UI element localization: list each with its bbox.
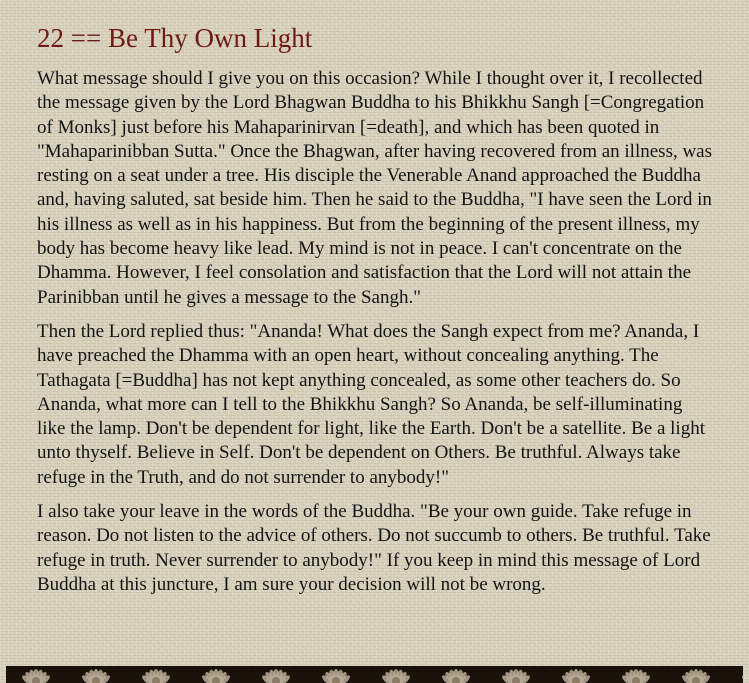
lotus-ornament-icon (560, 669, 591, 683)
lotus-ornament-icon (740, 669, 743, 683)
lotus-ornament-icon (380, 669, 411, 683)
lotus-ornament-icon (200, 669, 231, 683)
lotus-ornament-icon (20, 669, 51, 683)
lotus-ornament-icon (80, 669, 111, 683)
lotus-ornament-icon (680, 669, 711, 683)
lotus-ornament-icon (140, 669, 171, 683)
lotus-ornament-icon-row (6, 666, 743, 683)
paragraph-1: What message should I give you on this occasion? While I thought over it, I recollected the message given by the Lord Bhagwan Buddha to his Bhikkhu Sangh [=Congregation of Monks] just before his Mahaparinirvan [=death], and which has been quoted in "Mahaparinibban Sutta." Once the Bhagwan, after having recovered from an illness, was resting on a seat under a tree. His disciple the Venerable Anand approached the Buddha and, having saluted, sat beside him. Then he said to the Buddha, "I have seen the Lord in his illness as well as in his happiness. But from the beginning of the present illness, my body has become heavy like lead. My mind is not in peace. I can't concentrate on the Dhamma. However, I feel consolation and satisfaction that the Lord will not attain the Parinibban until he gives a message to the Sangh." (37, 68, 713, 308)
page-title: 22 == Be Thy Own Light (37, 23, 313, 53)
lotus-ornament-icon (260, 669, 291, 683)
article-body (37, 67, 713, 607)
paragraph-3: I also take your leave in the words of the Buddha. "Be your own guide. Take refuge in reason. Do not listen to the advice of others. Do not succumb to others. Be truthful. Take refuge in truth. Never surrender to anybody!" If you keep in mind this message of Lord Buddha at this juncture, I am sure your decision will not be wrong. (37, 501, 711, 595)
lotus-ornament-icon (440, 669, 471, 683)
lotus-ornament-icon (320, 669, 351, 683)
paragraph-2: Then the Lord replied thus: "Ananda! What does the Sangh expect from me? Ananda, I have preached the Dhamma with an open heart, without concealing anything. The Tathagata [=Buddha] has not kept anything concealed, as some other teachers do. So Ananda, what more can I tell to the Bhikkhu Sangh? So Ananda, be self-illuminating like the lamp. Don't be dependent for light, like the Earth. Don't be a satellite. Be a light unto thyself. Believe in Self. Don't be dependent on Others. Be truthful. Always take refuge in the Truth, and do not surrender to anybody!" (37, 320, 705, 488)
decorative-footer-band (6, 666, 743, 683)
lotus-ornament-icon (620, 669, 651, 683)
lotus-ornament-icon (500, 669, 531, 683)
